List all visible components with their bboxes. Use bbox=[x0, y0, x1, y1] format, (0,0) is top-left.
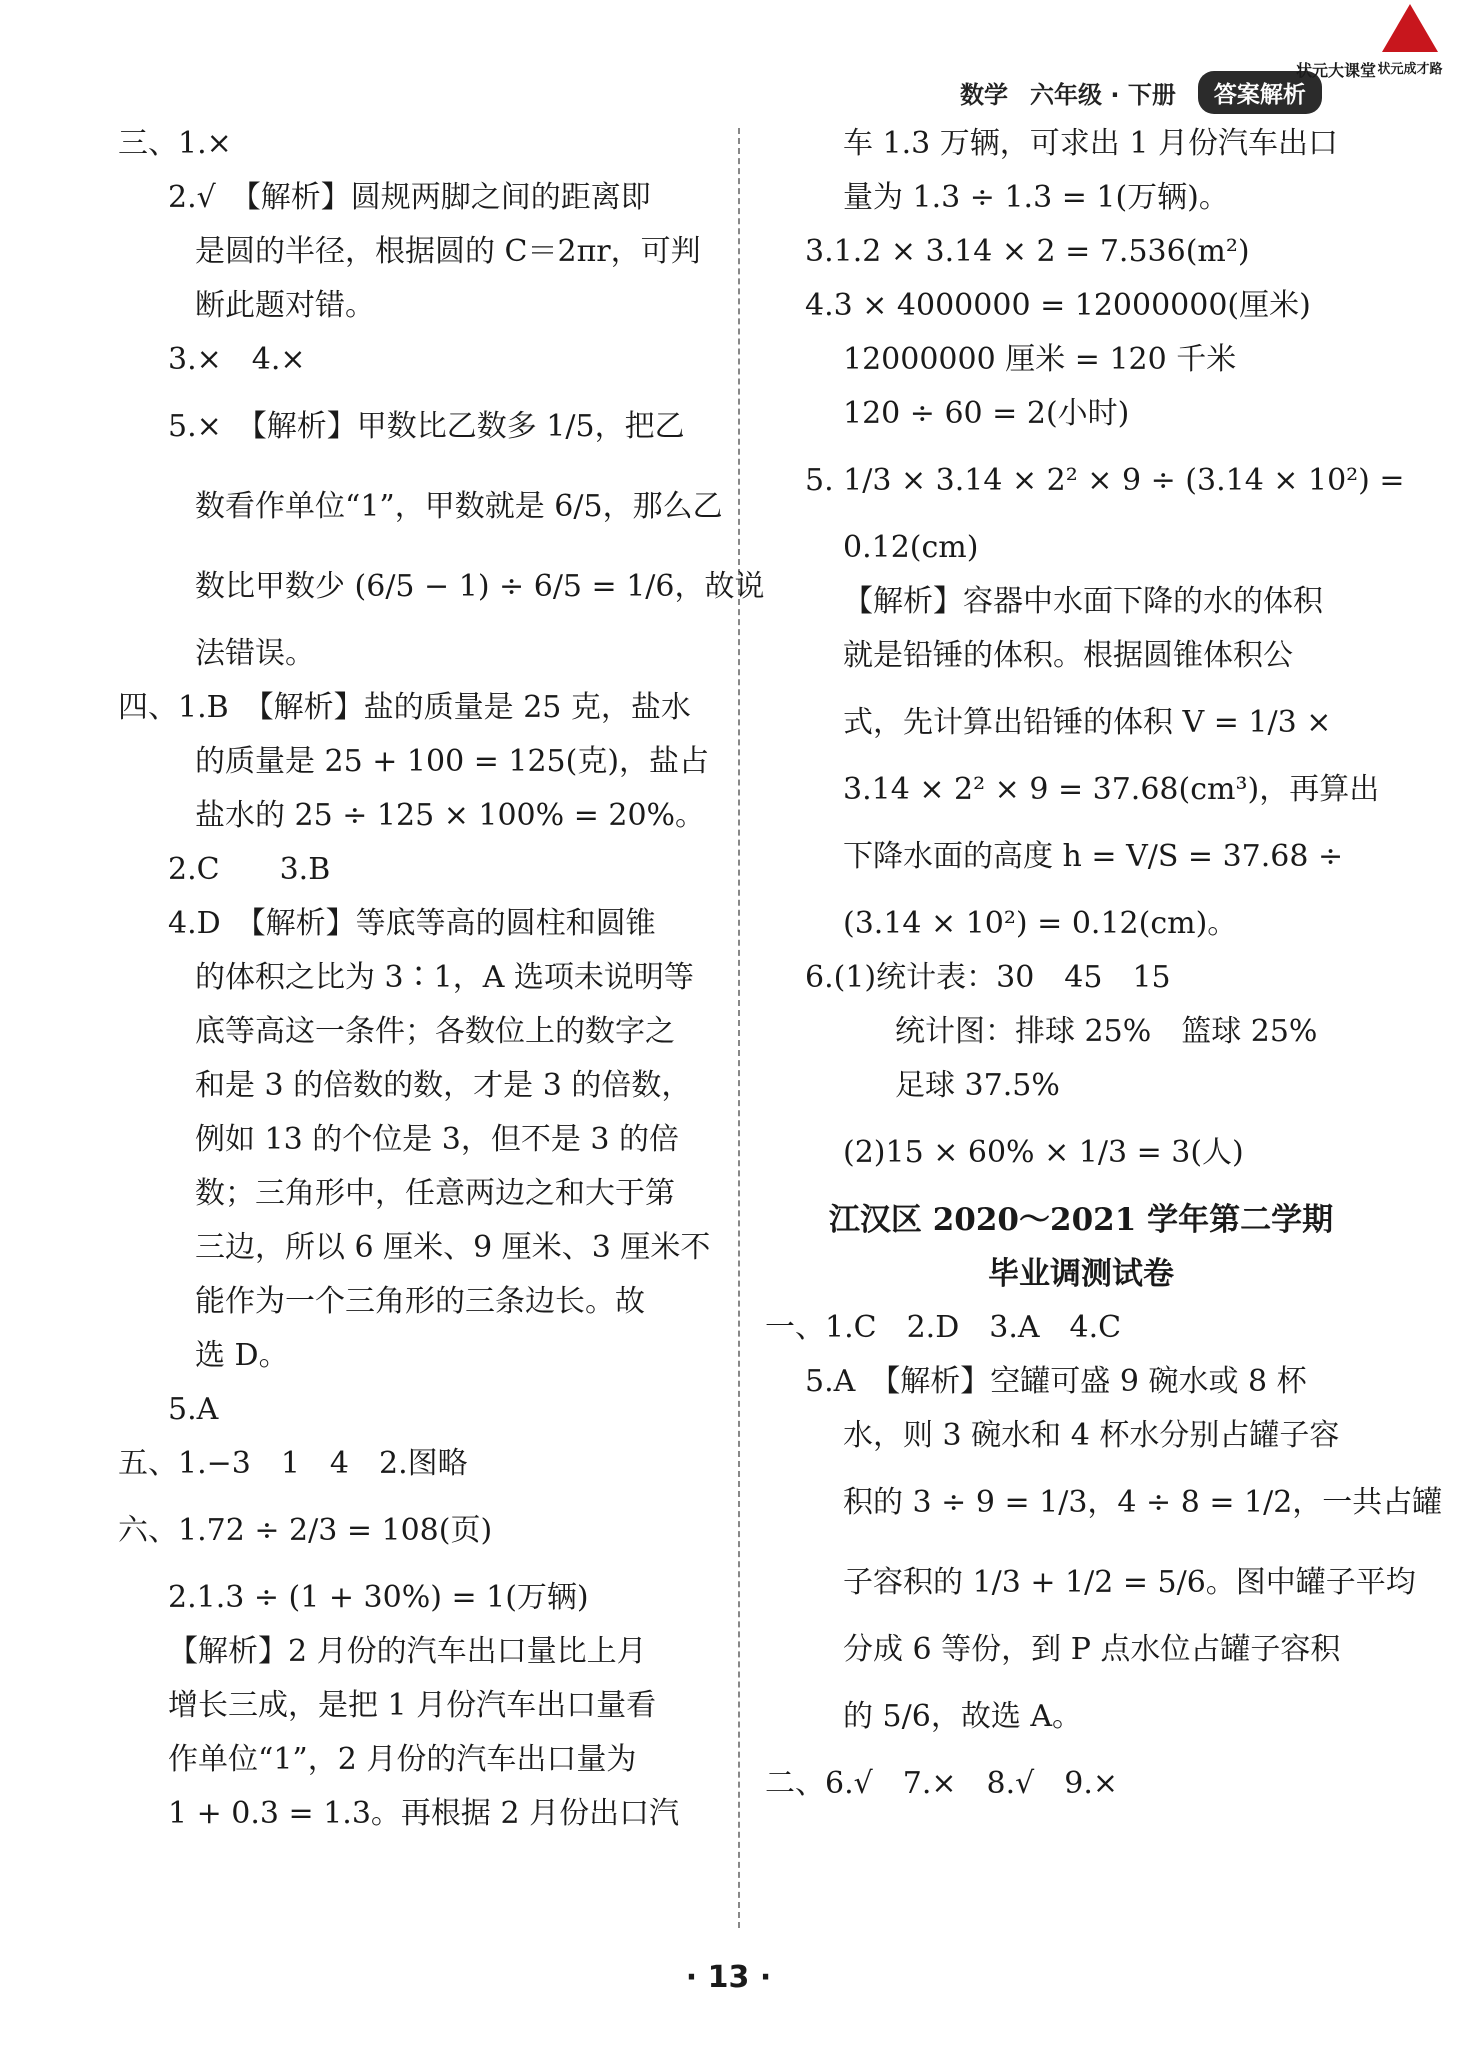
answer-line: 下降水面的高度 h = V/S = 37.68 ÷ bbox=[843, 839, 1344, 874]
answer-line: 作单位“1”，2 月份的汽车出口量为 bbox=[168, 1742, 637, 1777]
answer-line: 六、1.72 ÷ 2/3 = 108(页) bbox=[118, 1513, 493, 1548]
answer-line: 分成 6 等份，到 P 点水位占罐子容积 bbox=[843, 1632, 1341, 1667]
answer-line: 6.(1)统计表：30 45 15 bbox=[805, 960, 1171, 995]
answer-line: 底等高这一条件；各数位上的数字之 bbox=[195, 1014, 675, 1049]
answer-line: 2.C 3.B bbox=[168, 852, 331, 887]
answer-line: 3.1.2 × 3.14 × 2 = 7.536(m²) bbox=[805, 234, 1250, 269]
grade-label: 六年级 · 下册 bbox=[1030, 80, 1176, 109]
answer-line: 是圆的半径，根据圆的 C＝2πr，可判 bbox=[195, 234, 701, 269]
answer-line: 数；三角形中，任意两边之和大于第 bbox=[195, 1176, 675, 1211]
answer-line: 3.× 4.× bbox=[168, 342, 306, 377]
answer-line: 子容积的 1/3 + 1/2 = 5/6。图中罐子平均 bbox=[843, 1565, 1416, 1600]
answer-line: (2)15 × 60% × 1/3 = 3(人) bbox=[843, 1135, 1244, 1170]
answer-line: 【解析】容器中水面下降的水的体积 bbox=[843, 584, 1323, 619]
answer-line: 2.√ 【解析】圆规两脚之间的距离即 bbox=[168, 180, 651, 215]
answer-line: 积的 3 ÷ 9 = 1/3，4 ÷ 8 = 1/2，一共占罐 bbox=[843, 1485, 1443, 1520]
answer-line: 5.× 【解析】甲数比乙数多 1/5，把乙 bbox=[168, 409, 685, 444]
answer-line: 式，先计算出铅锤的体积 V = 1/3 × bbox=[843, 705, 1332, 740]
sublogo: 状元大课堂 bbox=[1296, 61, 1377, 80]
answer-line: 的 5/6，故选 A。 bbox=[843, 1699, 1083, 1734]
answer-line: 断此题对错。 bbox=[195, 288, 375, 323]
answer-line: 三、1.× bbox=[118, 126, 232, 161]
answer-line: 12000000 厘米 = 120 千米 bbox=[843, 342, 1237, 377]
answer-line: 数看作单位“1”，甲数就是 6/5，那么乙 bbox=[195, 489, 723, 524]
section-title: 毕业调测试卷 bbox=[988, 1256, 1174, 1292]
answer-line: 5.A bbox=[168, 1392, 219, 1427]
answer-line: 【解析】2 月份的汽车出口量比上月 bbox=[168, 1634, 647, 1669]
answer-line: 例如 13 的个位是 3，但不是 3 的倍 bbox=[195, 1122, 680, 1157]
answer-line: 数比甲数少 (6/5 − 1) ÷ 6/5 = 1/6，故说 bbox=[195, 569, 765, 604]
right-column bbox=[765, 117, 1443, 1811]
answer-line: 4.3 × 4000000 = 12000000(厘米) bbox=[805, 288, 1311, 323]
answer-line: 的体积之比为 3∶1，A 选项未说明等 bbox=[195, 960, 694, 995]
left-column bbox=[118, 117, 765, 1841]
answer-line: 量为 1.3 ÷ 1.3 = 1(万辆)。 bbox=[843, 180, 1229, 215]
page-number: · 13 · bbox=[685, 1960, 772, 1995]
answer-line: 足球 37.5% bbox=[895, 1068, 1060, 1103]
answer-line: 5.A 【解析】空罐可盛 9 碗水或 8 杯 bbox=[805, 1364, 1307, 1399]
answer-line: 能作为一个三角形的三条边长。故 bbox=[195, 1284, 645, 1319]
answer-line: (3.14 × 10²) = 0.12(cm)。 bbox=[843, 906, 1238, 941]
answer-line: 5. 1/3 × 3.14 × 2² × 9 ÷ (3.14 × 10²) = bbox=[805, 463, 1405, 498]
brand-name: 状元成才路 bbox=[1377, 62, 1443, 77]
answer-line: 增长三成，是把 1 月份汽车出口量看 bbox=[168, 1688, 657, 1723]
answer-tag: 答案解析 bbox=[1198, 71, 1322, 114]
answer-line: 车 1.3 万辆，可求出 1 月份汽车出口 bbox=[843, 126, 1338, 161]
answer-line: 水，则 3 碗水和 4 杯水分别占罐子容 bbox=[843, 1418, 1340, 1453]
subject-label: 数学 bbox=[960, 80, 1008, 109]
answer-line: 四、1.B 【解析】盐的质量是 25 克，盐水 bbox=[118, 690, 691, 725]
answer-line: 1 + 0.3 = 1.3。再根据 2 月份出口汽 bbox=[168, 1796, 680, 1831]
answer-line: 和是 3 的倍数的数，才是 3 的倍数， bbox=[195, 1068, 692, 1103]
page-header bbox=[960, 68, 1322, 116]
answer-line: 统计图：排球 25% 篮球 25% bbox=[895, 1014, 1318, 1049]
answer-line: 选 D。 bbox=[195, 1338, 289, 1373]
answer-line: 二、6.√ 7.× 8.√ 9.× bbox=[765, 1766, 1118, 1801]
answer-line: 三边，所以 6 厘米、9 厘米、3 厘米不 bbox=[195, 1230, 711, 1265]
logo-triangle-icon bbox=[1382, 4, 1438, 52]
answer-line: 五、1.−3 1 4 2.图略 bbox=[118, 1446, 468, 1481]
answer-line: 法错误。 bbox=[195, 636, 315, 671]
column-divider bbox=[738, 128, 740, 1928]
answer-line: 的质量是 25 + 100 = 125(克)，盐占 bbox=[195, 744, 710, 779]
answer-line: 盐水的 25 ÷ 125 × 100% = 20%。 bbox=[195, 798, 706, 833]
answer-line: 一、1.C 2.D 3.A 4.C bbox=[765, 1310, 1122, 1345]
answer-line: 0.12(cm) bbox=[843, 530, 979, 565]
brand-logo bbox=[1370, 4, 1450, 90]
section-title: 江汉区 2020～2021 学年第二学期 bbox=[828, 1202, 1334, 1238]
answer-line: 就是铅锤的体积。根据圆锥体积公 bbox=[843, 638, 1293, 673]
answer-line: 3.14 × 2² × 9 = 37.68(cm³)，再算出 bbox=[843, 772, 1380, 807]
answer-line: 4.D 【解析】等底等高的圆柱和圆锥 bbox=[168, 906, 656, 941]
answer-line: 120 ÷ 60 = 2(小时) bbox=[843, 396, 1130, 431]
answer-line: 2.1.3 ÷ (1 + 30%) = 1(万辆) bbox=[168, 1580, 589, 1615]
